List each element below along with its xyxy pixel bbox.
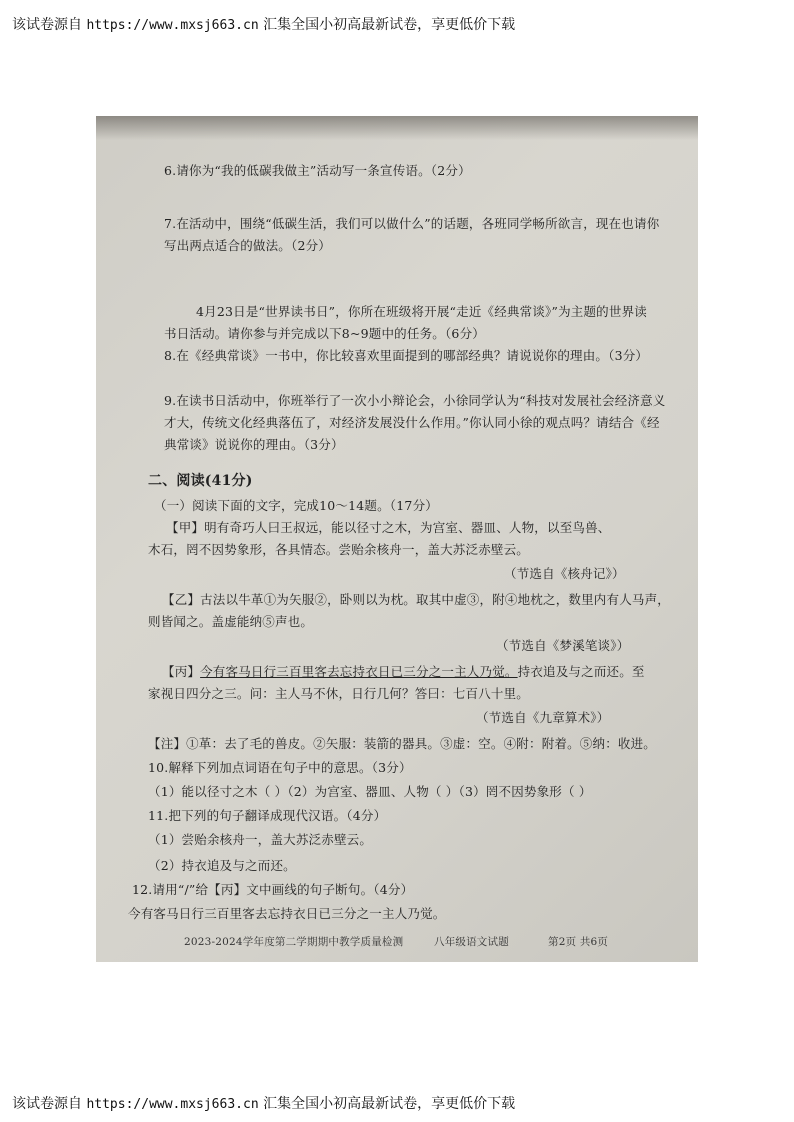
- question-6: 6.请你为“我的低碳我做主”活动写一条宣传语。（2分）: [164, 163, 471, 178]
- banner-url-link[interactable]: https://www.mxsj663.cn: [86, 1097, 259, 1112]
- page-footer-exam: 2023-2024学年度第二学期期中教学质量检测: [184, 936, 404, 948]
- page-footer-page-number: 第2页 共6页: [548, 936, 609, 948]
- subsection-1-heading: （一）阅读下面的文字，完成10～14题。（17分）: [154, 498, 438, 513]
- passage-bing-line-2: 家视日四分之三。问：主人马不休，日行几何？答曰：七百八十里。: [148, 686, 530, 701]
- question-11-item-1: （1）尝贻余核舟一，盖大苏泛赤壁云。: [148, 832, 373, 847]
- question-12-sentence: 今有客马日行三百里客去忘持衣日已三分之一主人乃觉。: [128, 906, 446, 921]
- question-8: 8.在《经典常谈》一书中，你比较喜欢里面提到的哪部经典？请说说你的理由。（3分）: [164, 348, 649, 363]
- question-11: 11.把下列的句子翻译成现代汉语。（4分）: [148, 808, 387, 823]
- reading-day-intro-line-2: 书日活动。请你参与并完成以下8~9题中的任务。（6分）: [164, 326, 485, 341]
- section-2-heading: 二、阅读(41分): [148, 473, 253, 489]
- passage-yi-line-1: 【乙】古法以牛革①为矢服②，卧则以为枕。取其中虚③，附④地枕之，数里内有人马声，: [162, 592, 671, 607]
- passage-yi-source: （节选自《梦溪笔谈》）: [496, 638, 630, 653]
- source-banner-bottom: [12, 1093, 515, 1113]
- passage-jia-line-2: 木石，罔不因势象形，各具情态。尝贻余核舟一，盖大苏泛赤壁云。: [148, 542, 530, 557]
- question-11-item-2: （2）持衣追及与之而还。: [148, 858, 296, 873]
- passage-bing-tag: 【丙】: [162, 664, 201, 679]
- question-10: 10.解释下列加点词语在句子中的意思。（3分）: [148, 760, 412, 775]
- banner-prefix: 该试卷源自: [12, 1096, 82, 1112]
- question-9-line-3: 典常谈》说说你的理由。（3分）: [164, 437, 344, 452]
- question-9-line-2: 才大，传统文化经典落伍了，对经济发展没什么作用。”你认同小徐的观点吗？请结合《经: [164, 415, 660, 430]
- source-banner-top: [12, 14, 515, 34]
- passage-bing-line-1-rest: 持衣追及与之而还。至: [517, 664, 645, 679]
- exam-page-photo: [96, 116, 698, 962]
- question-7-line-1: 7.在活动中，围绕“低碳生活，我们可以做什么”的话题，各班同学畅所欲言，现在也请你: [164, 216, 660, 231]
- question-7-line-2: 写出两点适合的做法。（2分）: [164, 238, 332, 253]
- annotation-notes: 【注】①革：去了毛的兽皮。②矢服：装箭的器具。③虚：空。④附：附着。⑤纳：收进。: [148, 736, 657, 751]
- question-12: 12.请用“/”给【丙】文中画线的句子断句。（4分）: [132, 882, 414, 897]
- passage-bing-source: （节选自《九章算术》）: [476, 710, 610, 725]
- question-9-line-1: 9.在读书日活动中，你班举行了一次小小辩论会，小徐同学认为“科技对发展社会经济意义: [164, 393, 666, 408]
- passage-bing-line-1: [162, 662, 645, 680]
- photo-shadow: [96, 116, 698, 140]
- passage-bing-underlined-sentence: 今有客马日行三百里客去忘持衣日已三分之一主人乃觉。: [200, 664, 518, 679]
- passage-jia-source: （节选自《核舟记》）: [504, 566, 625, 581]
- reading-day-intro-line-1: 4月23日是“世界读书日”，你所在班级将开展“走近《经典常谈》”为主题的世界读: [196, 304, 647, 319]
- banner-prefix: 该试卷源自: [12, 17, 82, 33]
- banner-suffix: 汇集全国小初高最新试卷，享更低价下载: [263, 1096, 516, 1112]
- passage-jia-line-1: 【甲】明有奇巧人曰王叔远，能以径寸之木，为宫室、器皿、人物，以至鸟兽、: [166, 520, 611, 535]
- question-10-options: （1）能以径寸之木（ ）（2）为宫室、器皿、人物（ ）（3）罔不因势象形（ ）: [148, 784, 592, 799]
- passage-yi-line-2: 则皆闻之。盖虚能纳⑤声也。: [148, 614, 314, 629]
- banner-url-link[interactable]: https://www.mxsj663.cn: [86, 18, 259, 33]
- banner-suffix: 汇集全国小初高最新试卷，享更低价下载: [263, 17, 516, 33]
- page-footer-subject: 八年级语文试题: [434, 936, 509, 948]
